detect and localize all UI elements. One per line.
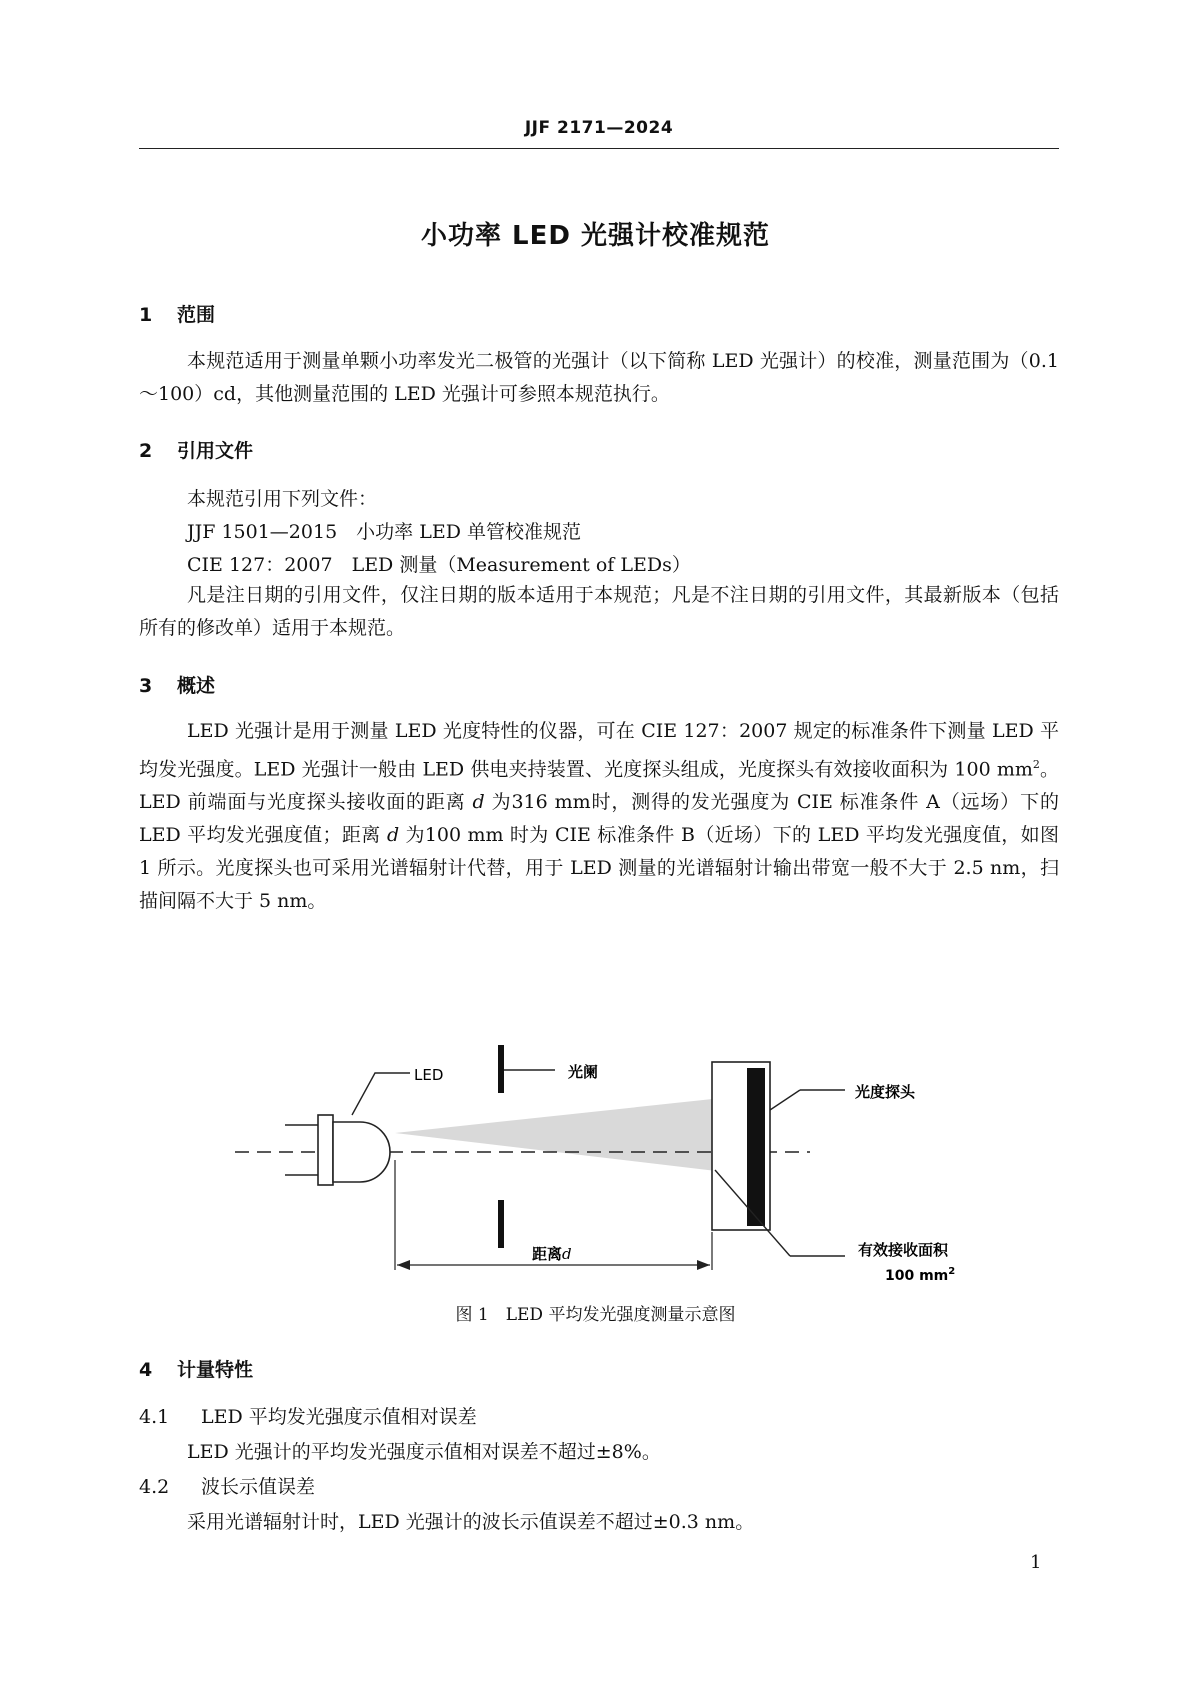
text-run: 。LED 前端面与光度探头接收面的距离 (139, 758, 1059, 814)
subsection-4-2-text: 采用光谱辐射计时，LED 光强计的波长示值误差不超过±0.3 nm。 (187, 1511, 755, 1533)
distance-label: 距离d (532, 1245, 572, 1263)
section-2-note: 凡是注日期的引用文件，仅注日期的版本适用于本规范；凡是不注日期的引用文件，其最新版本（包括所有的修改单）适用于本规范。 (139, 584, 1059, 639)
subsection-number: 4.2 (139, 1476, 170, 1498)
subsection-title: LED 平均发光强度示值相对误差 (201, 1406, 477, 1428)
variable-d: d (472, 791, 485, 814)
area-value: 100 $mm^2$ (885, 1266, 956, 1284)
document-code-header: JJF 2171—2024 (524, 118, 674, 138)
reference-item: CIE 127：2007 LED 测量（Measurement of LEDs） (187, 554, 691, 576)
arrow-left (397, 1260, 410, 1270)
section-number: 1 (139, 304, 153, 326)
variable-d: d (386, 824, 400, 847)
section-title: 概述 (177, 675, 216, 697)
section-number: 4 (139, 1359, 153, 1381)
page-title: 小功率 LED 光强计校准规范 (420, 221, 770, 251)
text-run: 为316 mm时，测得的发光强度为 CIE 标准条件 A（远场）下的 LED 平均发光强度值；距离 (139, 791, 1059, 847)
subsection-4-1-heading (139, 1402, 477, 1429)
section-2-heading (139, 436, 253, 463)
text-run: 为100 mm 时为 CIE 标准条件 B（近场）下的 LED 平均发光强度值，如图 1 所示。光度探头也可采用光谱辐射计代替，用于 LED 测量的光谱辐射计输出带宽一般不大于 2.5 nm，扫描间隔不大于 5 nm。 (139, 824, 1059, 913)
subsection-4-2-heading (139, 1472, 315, 1499)
section-4-heading (139, 1355, 253, 1382)
section-title: 引用文件 (177, 440, 254, 462)
section-title: 范围 (177, 304, 216, 326)
text-run: LED 光强计是用于测量 LED 光度特性的仪器，可在 CIE 127：2007 规定的标准条件下测量 LED 平均发光强度。LED 光强计一般由 LED 供电夹持装置、光度探头组成，光度探头有效接收面积为 100 mm (139, 720, 1059, 781)
subsection-number: 4.1 (139, 1406, 170, 1428)
section-number: 2 (139, 440, 153, 462)
aperture-top (498, 1045, 504, 1093)
led-label: LED (414, 1066, 444, 1084)
header-rule (139, 148, 1059, 149)
figure-1-diagram (0, 960, 1191, 1290)
area-label: 有效接收面积 (858, 1241, 949, 1259)
led-leader-line (352, 1073, 410, 1115)
section-number: 3 (139, 675, 153, 697)
page-number: 1 (1030, 1552, 1042, 1573)
aperture-label: 光阑 (568, 1063, 599, 1081)
light-cone (395, 1095, 750, 1175)
arrow-right (697, 1260, 710, 1270)
detector-label: 光度探头 (855, 1083, 916, 1101)
detector-leader (770, 1090, 800, 1110)
aperture-bottom (498, 1200, 504, 1248)
section-title: 计量特性 (177, 1359, 254, 1381)
section-2-intro: 本规范引用下列文件： (187, 488, 378, 510)
figure-1-caption: 图 1 LED 平均发光强度测量示意图 (455, 1305, 736, 1325)
reference-item: JJF 1501—2015 小功率 LED 单管校准规范 (187, 521, 581, 543)
section-1-heading (139, 300, 215, 327)
subsection-title: 波长示值误差 (201, 1476, 316, 1498)
section-3-heading (139, 671, 215, 698)
section-3-text (139, 715, 1059, 918)
detector-element (747, 1068, 765, 1226)
subsection-4-1-text: LED 光强计的平均发光强度示值相对误差不超过±8%。 (187, 1441, 661, 1463)
section-1-text: 本规范适用于测量单颗小功率发光二极管的光强计（以下简称 LED 光强计）的校准，测量范围为（0.1～100）cd，其他测量范围的 LED 光强计可参照本规范执行。 (139, 350, 1059, 405)
superscript: 2 (1032, 758, 1040, 771)
led-icon (285, 1115, 390, 1185)
